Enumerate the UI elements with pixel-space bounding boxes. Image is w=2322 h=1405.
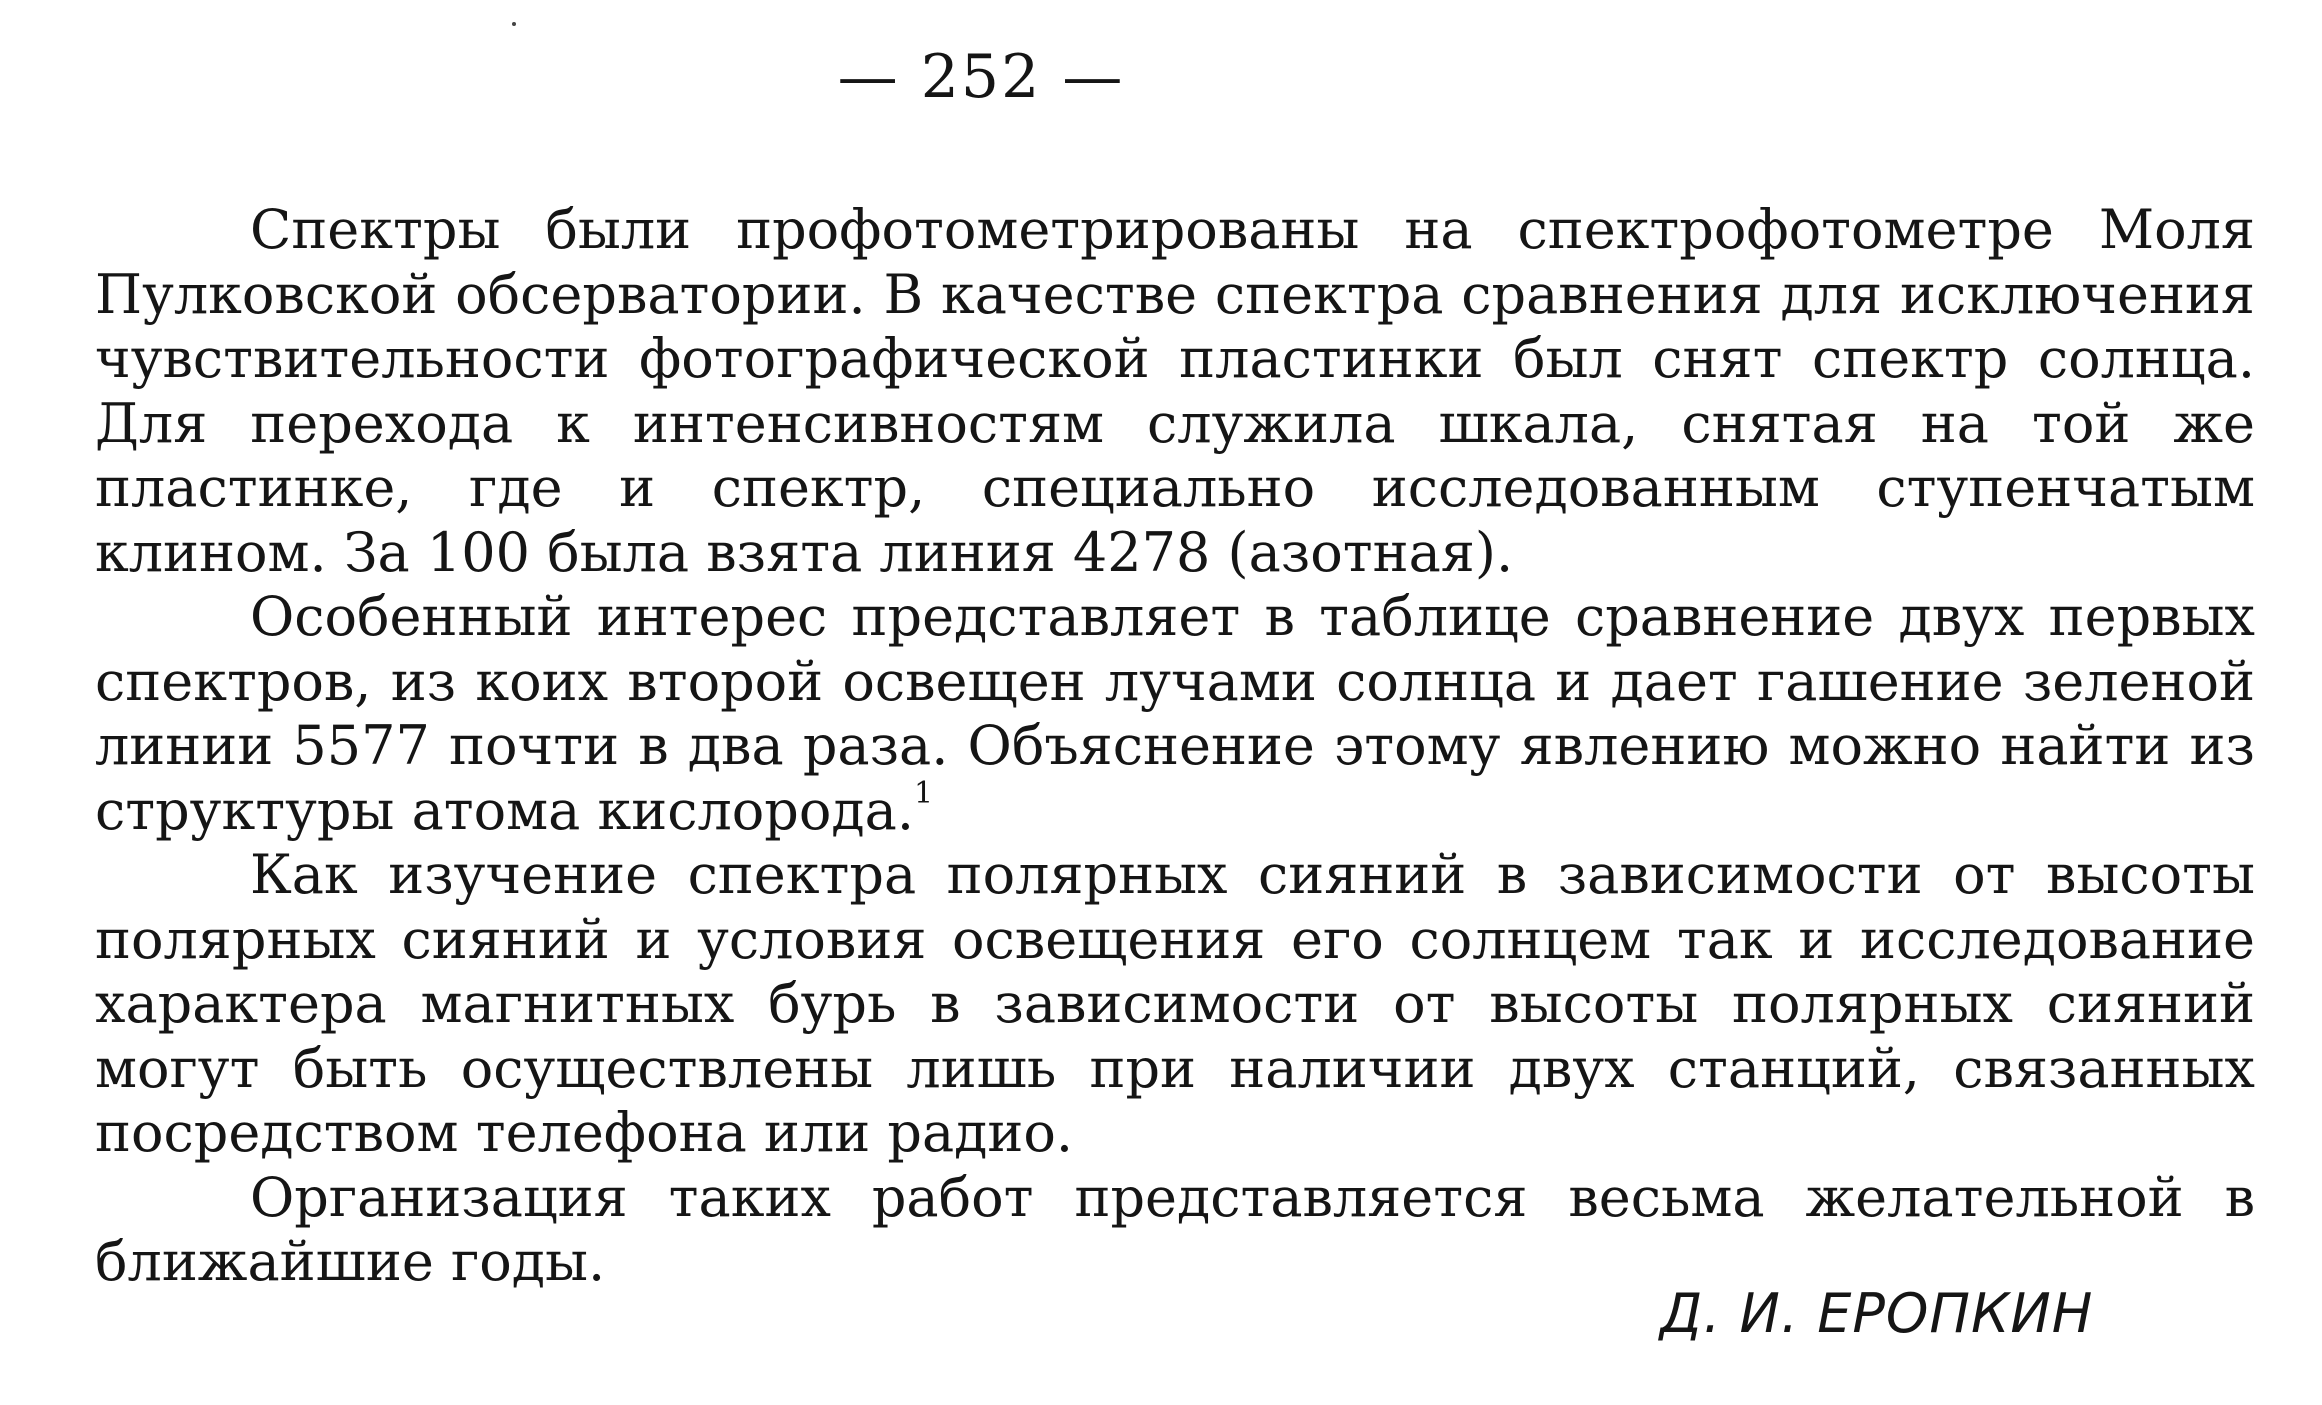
page-number: — 252 — [837,42,1125,112]
paragraph-green-line-quenching [95,585,2255,843]
footnote-mark: 1 [914,775,934,811]
print-speck [512,22,516,26]
paragraph-organization [95,1166,2255,1295]
paragraph-spectra-photometry [95,198,2255,585]
author-signature: Д. И. ЕРОПКИН [1660,1282,2094,1345]
paragraph-two-stations [95,843,2255,1166]
body-text [95,198,2255,1295]
paragraph-text: Организация таких работ представляется весьма желательной в ближайшие годы. [95,1165,2255,1293]
paragraph-text: Спектры были профотометрированы на спектрофотометре Моля Пулковской обсерватории. В качестве спектра сравнения для исключения чувствительности фотографической пластинки был снят спектр солнца. Для перехода к интенсивностям служила шкала, снятая на той же пластинке, где и спектр, специально исследованным ступенчатым клином. За 100 была взята линия 4278 (азотная). [95,198,2255,584]
paragraph-text: Как изучение спектра полярных сияний в зависимости от высоты полярных сияний и условия освещения его солнцем так и исследование характера магнитных бурь в зависимости от высоты полярных сияний могут быть осуществлены лишь при наличии двух станций, связанных посредством телефона или радио. [95,843,2255,1164]
paragraph-text: Особенный интерес представляет в таблице сравнение двух первых спектров, из коих второй освещен лучами солнца и дает гашение зеленой линии 5577 почти в два раза. Объяснение этому явлению можно найти из структуры атома кислорода. [95,585,2255,842]
